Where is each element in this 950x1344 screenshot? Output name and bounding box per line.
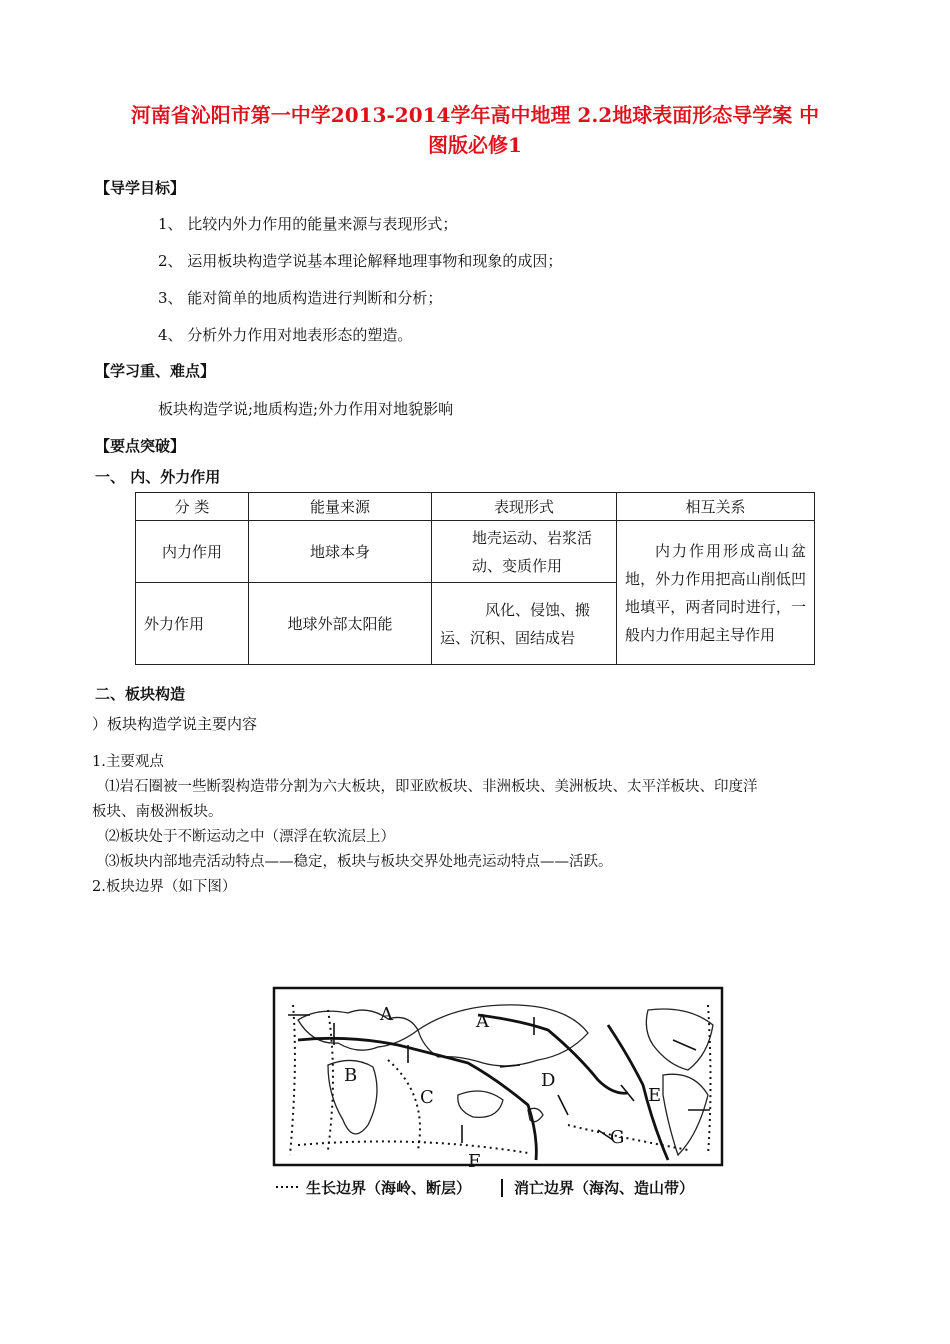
plate-label-d: D: [541, 1070, 556, 1091]
plate-label-c: C: [420, 1087, 434, 1108]
goal-item-1: 1、 比较内外力作用的能量来源与表现形式；: [158, 215, 458, 233]
section2-heading: 二、板块构造: [95, 685, 186, 703]
growth-legend-label: 生长边界（海岭、断层）: [306, 1179, 472, 1197]
plate-boundary-map: [268, 985, 760, 1205]
section1-heading: 一、 内、外力作用: [95, 468, 221, 486]
header-category: 分 类: [136, 493, 249, 521]
cell-internal-type: 内力作用: [136, 521, 249, 583]
goal-item-4: 4、 分析外力作用对地表形态的塑造。: [158, 326, 413, 344]
table-row: [136, 521, 815, 583]
header-form: 表现形式: [432, 493, 617, 521]
goal-item-2: 2、 运用板块构造学说基本理论解释地理事物和现象的成因；: [158, 252, 563, 270]
header-energy-source: 能量来源: [249, 493, 432, 521]
force-comparison-table: [135, 492, 815, 665]
map-frame: [274, 988, 722, 1165]
point-line-2: 板块、南极洲板块。: [92, 804, 223, 820]
goals-heading: 【导学目标】: [95, 179, 186, 197]
subduction-legend-label: 消亡边界（海沟、造山带）: [514, 1179, 695, 1197]
plate-label-b: B: [344, 1065, 358, 1086]
plate-label-a: A: [476, 1011, 489, 1032]
table-header-row: [136, 493, 815, 521]
title-line-2: 图版必修1: [428, 133, 522, 157]
point-line-4: ⑶板块内部地壳活动特点——稳定，板块与板块交界处地壳运动特点——活跃。: [105, 854, 613, 870]
focus-text: 板块构造学说;地质构造;外力作用对地貌影响: [158, 400, 454, 418]
cell-relation: 内力作用形成高山盆地，外力作用把高山削低凹地填平，两者同时进行，一般内力作用起主导作用: [617, 521, 815, 665]
header-relation: 相互关系: [617, 493, 815, 521]
cell-internal-source: 地球本身: [249, 521, 432, 583]
cell-internal-form: 地壳运动、岩浆活动、变质作用: [432, 521, 617, 583]
title-line-1: 河南省沁阳市第一中学2013-2014学年高中地理 2.2地球表面形态导学案 中: [130, 103, 820, 127]
boundary-title: 2.板块边界（如下图）: [92, 879, 237, 895]
plate-label-a: A: [380, 1004, 393, 1025]
breakthrough-heading: 【要点突破】: [95, 437, 186, 455]
goal-item-3: 3、 能对简单的地质构造进行判断和分析；: [158, 289, 443, 307]
point-line-3: ⑵板块处于不断运动之中（漂浮在软流层上）: [105, 829, 395, 845]
plate-label-e: E: [648, 1085, 662, 1106]
section2-intro: ）板块构造学说主要内容: [92, 715, 258, 733]
map-legend: [276, 1179, 694, 1197]
plate-label-f: F: [468, 1151, 481, 1172]
cell-external-source: 地球外部太阳能: [249, 583, 432, 665]
cell-external-type: 外力作用: [136, 583, 249, 665]
plate-label-g: G: [610, 1127, 625, 1148]
focus-heading: 【学习重、难点】: [95, 362, 216, 380]
points-title: 1.主要观点: [92, 754, 164, 770]
point-line-1: ⑴岩石圈被一些断裂构造带分割为六大板块，即亚欧板块、非洲板块、美洲板块、太平洋板块、印度洋: [105, 779, 758, 795]
document-title: [90, 100, 860, 160]
cell-external-form: 风化、侵蚀、搬运、沉积、固结成岩: [432, 583, 617, 665]
